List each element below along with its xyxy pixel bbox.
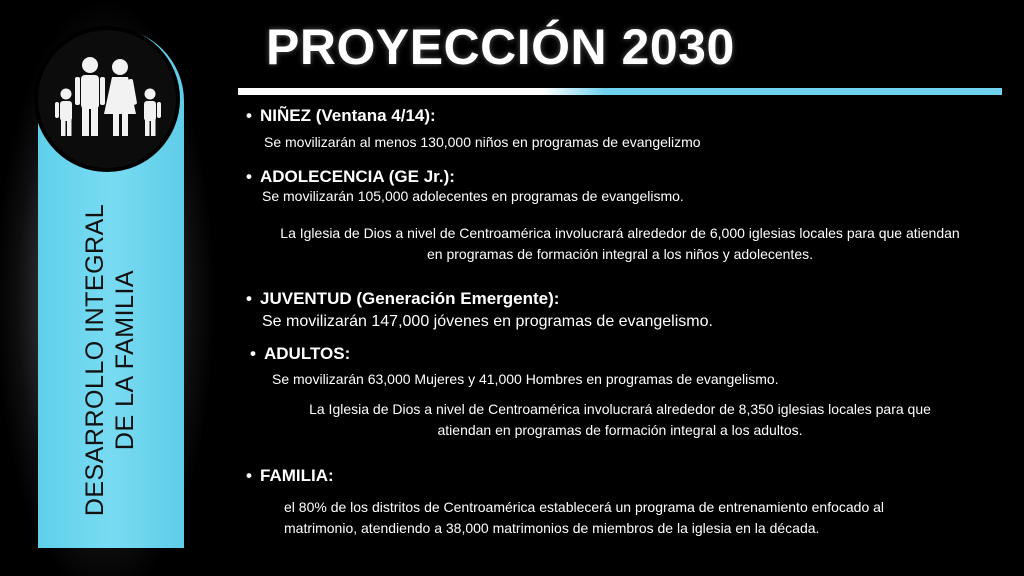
text-familia-line-1: el 80% de los distritos de Centroamérica establecerá un programa de entrenamiento enfocado al: [284, 499, 885, 515]
bullet-icon: •: [246, 167, 252, 186]
text-adultos: Se movilizarán 63,000 Mujeres y 41,000 Hombres en programas de evangelismo.: [272, 371, 779, 387]
bullet-icon: •: [246, 466, 252, 485]
sidebar-line-2: DE LA FAMILIA: [111, 269, 139, 451]
heading-familia: [246, 466, 334, 486]
heading-familia-label: FAMILIA:: [260, 466, 334, 485]
note-adultos-line-2: atiendan en programas de formación integral a los adultos.: [437, 422, 803, 438]
heading-adolescencia-label: ADOLECENCIA (GE Jr.):: [260, 167, 455, 186]
note-adolescencia-line-1: La Iglesia de Dios a nivel de Centroamérica involucrará alrededor de 6,000 iglesias locales para que atiendan: [280, 225, 960, 241]
page-title: PROYECCIÓN 2030: [266, 19, 735, 75]
text-ninez: Se movilizarán al menos 130,000 niños en programas de evangelizmo: [264, 134, 701, 150]
left-panel: [0, 0, 236, 576]
heading-adultos: [250, 344, 350, 364]
bullet-icon: •: [246, 106, 252, 125]
title-underline: [238, 88, 1002, 95]
text-juventud: Se movilizarán 147,000 jóvenes en programas de evangelismo.: [262, 313, 713, 330]
sidebar-line-1: DESARROLLO INTEGRAL: [81, 203, 109, 517]
heading-juventud: [246, 289, 559, 309]
heading-ninez: [246, 106, 436, 126]
text-adolescencia: Se movilizarán 105,000 adolecentes en programas de evangelismo.: [262, 188, 684, 204]
bullet-icon: •: [246, 289, 252, 308]
note-adultos-line-1: La Iglesia de Dios a nivel de Centroamérica involucrará alrededor de 8,350 iglesias locales para que: [309, 401, 931, 417]
heading-ninez-label: NIÑEZ (Ventana 4/14):: [260, 106, 436, 125]
note-adolescencia-line-2: en programas de formación integral a los niños y adolecentes.: [427, 246, 813, 262]
sidebar-vertical-title: [80, 204, 140, 516]
heading-juventud-label: JUVENTUD (Generación Emergente):: [260, 289, 560, 308]
text-familia-line-2: matrimonio, atendiendo a 38,000 matrimonios de miembros de la iglesia en la década.: [284, 520, 820, 536]
bullet-icon: •: [250, 344, 256, 363]
heading-adultos-label: ADULTOS:: [264, 344, 351, 363]
text-familia: [284, 497, 974, 539]
note-adultos: [250, 399, 990, 441]
family-icon: [38, 30, 176, 168]
heading-adolescencia: [246, 167, 455, 187]
note-adolescencia: [240, 223, 1000, 265]
